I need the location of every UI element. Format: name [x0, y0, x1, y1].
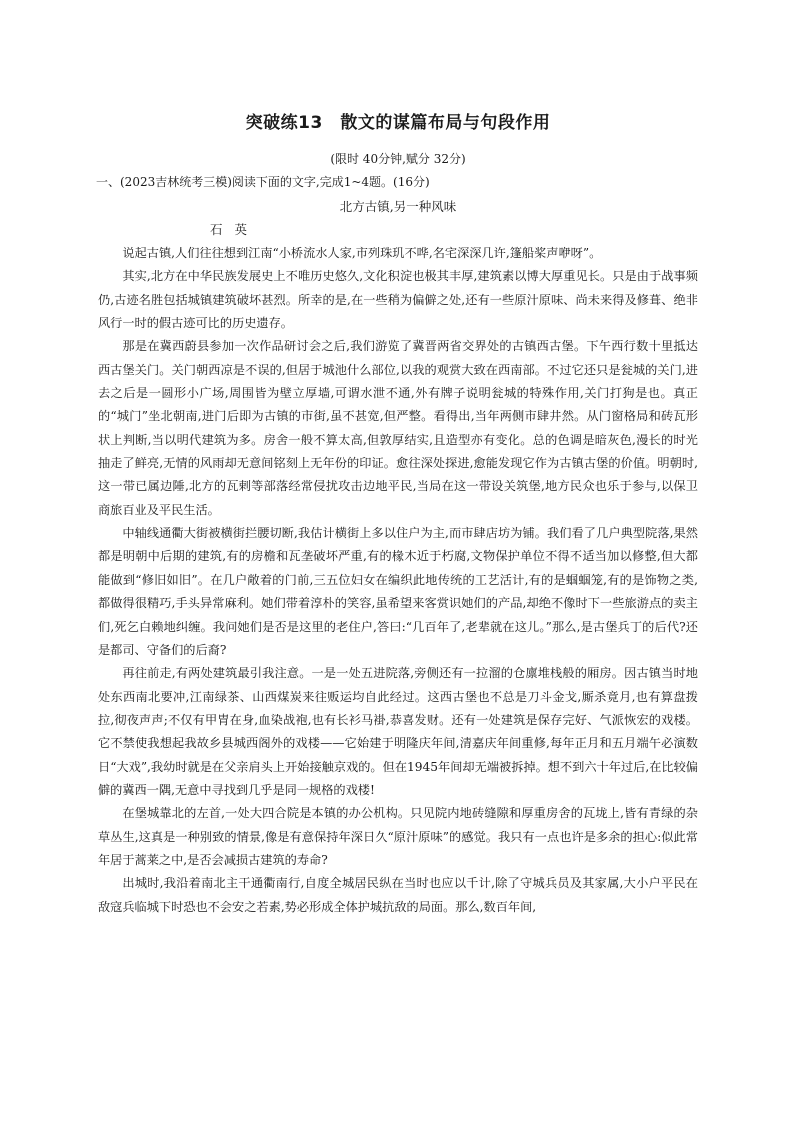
- paragraph: 中轴线通衢大街被横街拦腰切断,我估计横街上多以住户为主,而市肆店坊为铺。我们看了几户典型院落,果然都是明朝中后期的建筑,有的房檐和瓦垄破坏严重,有的椽木近于朽腐,文物保护单位不得不适当加以修整,但大都能做到“修旧如旧”。在几户敞着的门前,三五位妇女在编织此地传统的工艺活计,有的是蝈蝈笼,有的是饰物之类,都做得很精巧,手头异常麻利。她们带着淳朴的笑容,虽希望来客赏识她们的产品,却绝不像时下一些旅游点的卖主们,死乞白赖地纠缠。我问她们是否是这里的老住户,答曰:“几百年了,老辈就在这儿。”那么,是古堡兵丁的后代?还是都司、守备们的后裔?: [98, 526, 698, 657]
- essay-body: [98, 242, 698, 919]
- time-limit-subtitle: (限时 40分钟,赋分 32分): [330, 152, 466, 166]
- essay-author: 石英: [210, 222, 260, 237]
- essay-title: 北方古镇,另一种风味: [339, 199, 457, 214]
- question-header: 一、(2023吉林统考三模)阅读下面的文字,完成1~4题。(16分): [96, 175, 430, 189]
- paragraph: 在堡城靠北的左首,一处大四合院是本镇的办公机构。只见院内地砖缝隙和厚重房舍的瓦垅上,皆有青绿的杂草丛生,这真是一种别致的情景,像是有意保持年深日久“原汁原味”的感觉。我只有一点也许是多余的担心:似此常年居于蒿莱之中,是否会减损古建筑的寿命?: [98, 806, 698, 867]
- paragraph: 再往前走,有两处建筑最引我注意。一是一处五进院落,旁侧还有一拉溜的仓廪堆栈般的厢房。因古镇当时地处东西南北要冲,江南绿茶、山西煤炭来往贩运均自此经过。这西古堡也不总是刀斗金戈,厮杀竟月,也有算盘拨拉,彻夜声声;不仅有甲胄在身,血染战袍,也有长衫马褂,恭喜发财。还有一处建筑是保存完好、气派恢宏的戏楼。它不禁使我想起我故乡县城西阁外的戏楼——它始建于明隆庆年间,清嘉庆年间重修,每年正月和五月端午必演数日“大戏”,我幼时就是在父亲肩头上开始接触京戏的。但在1945年间却无端被拆掉。想不到六十年过后,在比较偏僻的冀西一隅,无意中寻找到几乎是同一规格的戏楼!: [98, 666, 698, 797]
- paragraph: 说起古镇,人们往往想到江南“小桥流水人家,市列珠玑不哗,名宅深深几许,篷船桨声咿呀”。: [122, 246, 602, 260]
- page-title: 突破练13 散文的谋篇布局与句段作用: [245, 113, 551, 133]
- paragraph: 其实,北方在中华民族发展史上不唯历史悠久,文化积淀也极其丰厚,建筑素以博大厚重见长。只是由于战事频仍,古迹名胜包括城镇建筑破坏甚烈。所幸的是,在一些稍为偏僻之处,还有一些原汁原味、尚未来得及修葺、绝非风行一时的假古迹可比的历史遗存。: [98, 269, 698, 331]
- paragraph: 那是在冀西蔚县参加一次作品研讨会之后,我们游览了冀晋两省交界处的古镇西古堡。下午西行数十里抵达西古堡关门。关门朝西凉是不误的,但居于城池什么部位,以我的观赏大致在西南部。不过它还只是瓮城的关门,进去之后是一圆形小广场,周围皆为壁立厚墙,可谓水泄不通,外有牌子说明瓮城的特殊作用,关门打狗是也。真正的“城门”坐北朝南,进门后即为古镇的市街,虽不甚宽,但严整。看得出,当年两侧市肆井然。从门窗格局和砖瓦形状上判断,当以明代建筑为多。房舍一般不算太高,但敦厚结实,且造型亦有变化。总的色调是暗灰色,漫长的时光抽走了鲜亮,无情的风雨却无意间铭刻上无年份的印证。愈往深处探进,愈能发现它作为古镇古堡的价值。明朝时,这一带已属边陲,北方的瓦剌等部落经常侵扰攻击边地平民,当局在这一带设关筑堡,地方民众也乐于参与,以保卫商旅百业及平民生活。: [98, 339, 698, 517]
- paragraph: 出城时,我沿着南北主干通衢南行,自度全城居民纵在当时也应以千计,除了守城兵员及其家属,大小户平民在敌寇兵临城下时恐也不会安之若素,势必形成全体护城抗敌的局面。那么,数百年间,: [98, 876, 698, 914]
